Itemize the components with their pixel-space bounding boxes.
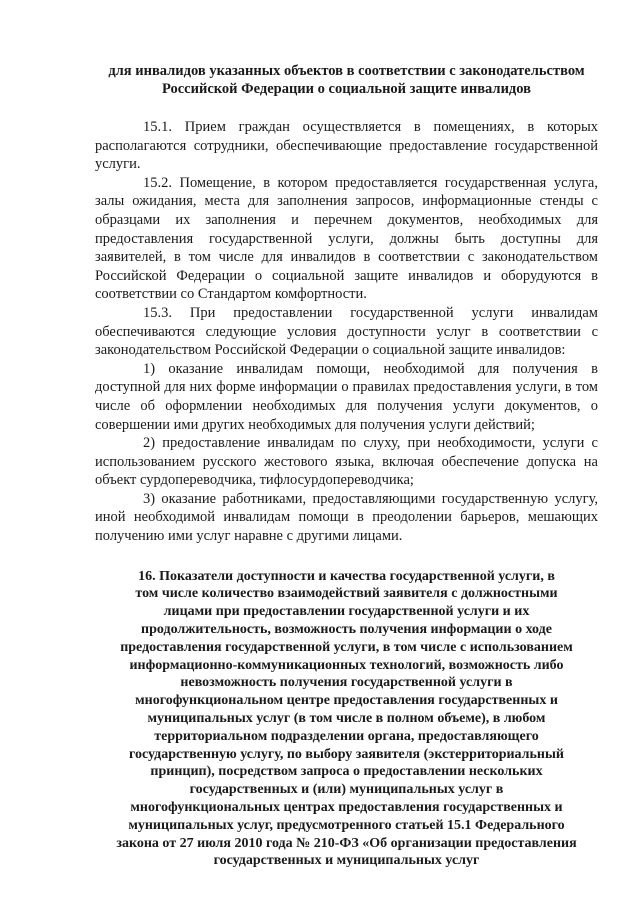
section-16-line: предоставления государственной услуги, в том числе с использованием xyxy=(120,639,573,655)
section-16-line: невозможность получения государственной услуги в xyxy=(180,675,513,691)
section-16-line: муниципальных услуг, предусмотренного статьей 15.1 Федерального xyxy=(128,817,565,833)
section-16-line: том числе количество взаимодействий заявителя с должностными xyxy=(135,586,558,602)
list-item-2: 2) предоставление инвалидам по слуху, при необходимости, услуги с использованием русского жестового языка, включая обеспечение допуска на объект сурдопереводчика, тифлосурдопереводчика; xyxy=(95,435,598,489)
paragraph-15-2: 15.2. Помещение, в котором предоставляется государственная услуга, залы ожидания, места для заполнения запросов, информационные стенды с образцами их заполнения и перечнем документов, необходимых для предоставления государственной услуги, должны быть доступны для заявителей, в том числе для инвалидов в соответствии с законодательством Российской Федерации о социальной защите инвалидов и оборудуются в соответствии со Стандартом комфортности. xyxy=(95,174,598,303)
section-16-line: многофункциональных центрах предоставления государственных и xyxy=(130,800,563,816)
section-16-line: принцип), посредством запроса о предоставлении нескольких xyxy=(150,764,543,780)
section-16-line: лицами при предоставлении государственной услуги и их xyxy=(163,604,530,620)
paragraph-15-1: 15.1. Прием граждан осуществляется в помещениях, в которых располагаются сотрудники, обеспечивающие предоставление государственной услуги. xyxy=(95,119,598,173)
section-16-line: государственную услугу, по выбору заявителя (экстерриториальный xyxy=(129,746,564,762)
section-16-line: закона от 27 июля 2010 года № 210-ФЗ «Об организации предоставления xyxy=(116,835,577,851)
section-16-line: многофункциональном центре предоставления государственных и xyxy=(135,693,558,709)
section-16-line: 16. Показатели доступности и качества государственной услуги, в xyxy=(138,568,555,584)
list-item-1: 1) оказание инвалидам помощи, необходимой для получения в доступной для них форме информации о правилах предоставления услуги, в том числе об оформлении необходимых для получения услуги документов, о совершении ими других необходимых для получения услуги действий; xyxy=(95,360,598,433)
heading-line: для инвалидов указанных объектов в соответствии с законодательством xyxy=(108,63,585,79)
section-16-line: продолжительность, возможность получения информации о ходе xyxy=(141,622,552,638)
section-16-line: муниципальных услуг (в том числе в полном объеме), в любом xyxy=(147,711,546,727)
section-16-heading xyxy=(95,568,598,871)
document-body xyxy=(95,118,598,546)
section-16-line: государственных и (или) муниципальных услуг в xyxy=(189,782,504,798)
section-16-line: государственных и муниципальных услуг xyxy=(213,853,480,869)
section-16-line: территориальном подразделении органа, предоставляющего xyxy=(154,728,539,744)
heading-line: Российской Федерации о социальной защите инвалидов xyxy=(162,81,531,97)
section-16-line: информационно-коммуникационных технологий, возможность либо xyxy=(129,657,564,673)
list-item-3: 3) оказание работниками, предоставляющими государственную услугу, иной необходимой инвалидам помощи в преодолении барьеров, мешающих получению ими услуг наравне с другими лицами. xyxy=(95,490,598,545)
section-heading-continuation xyxy=(95,62,598,98)
paragraph-15-3: 15.3. При предоставлении государственной услуги инвалидам обеспечиваются следующие условия доступности услуг в соответствии с законодательством Российской Федерации о социальной защите инвалидов: xyxy=(95,304,598,359)
